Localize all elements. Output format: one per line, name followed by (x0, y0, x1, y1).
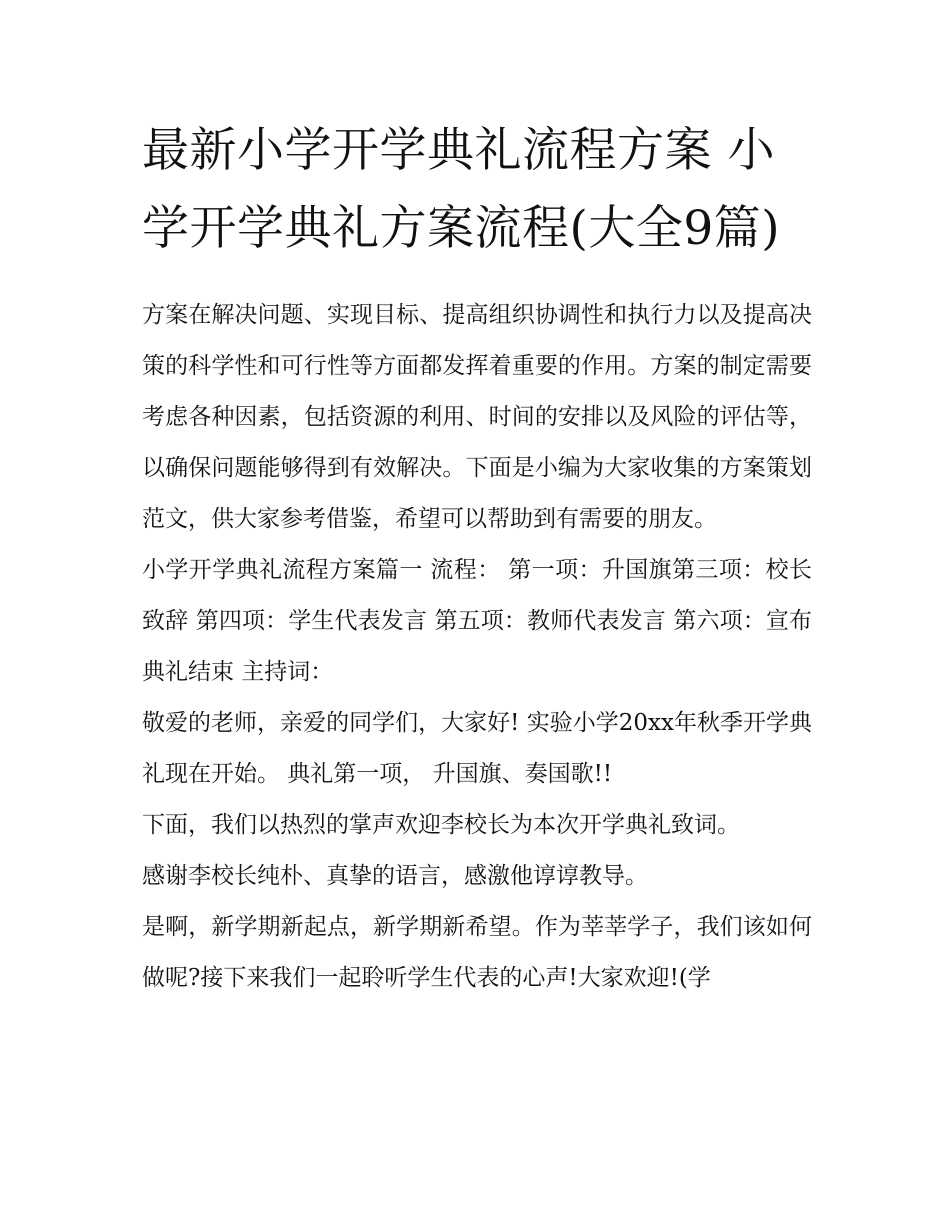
paragraph-student-speech: 是啊，新学期新起点，新学期新希望。作为莘莘学子，我们该如何做呢?接下来我们一起聆听学生代表的心声!大家欢迎!(学 (142, 914, 812, 991)
document-page (142, 112, 812, 1004)
paragraph-principal-welcome: 下面，我们以热烈的掌声欢迎李校长为本次开学典礼致词。 (142, 812, 740, 838)
paragraph-procedure: 小学开学典礼流程方案篇一 流程： 第一项：升国旗第三项：校长致辞 第四项：学生代表发言 第五项：教师代表发言 第六项：宣布典礼结束 主持词： (142, 557, 812, 685)
document-title: 最新小学开学典礼流程方案 小学开学典礼方案流程(大全9篇) (142, 123, 781, 256)
paragraph-opening: 敬爱的老师，亲爱的同学们，大家好! 实验小学20xx年秋季开学典礼现在开始。 典礼第一项， 升国旗、奏国歌!! (142, 710, 812, 787)
paragraph-intro: 方案在解决问题、实现目标、提高组织协调性和执行力以及提高决策的科学性和可行性等方面都发挥着重要的作用。方案的制定需要考虑各种因素，包括资源的利用、时间的安排以及风险的评估等，以确保问题能够得到有效解决。下面是小编为大家收集的方案策划范文，供大家参考借鉴，希望可以帮助到有需要的朋友。 (142, 302, 812, 532)
paragraph-thanks: 感谢李校长纯朴、真挚的语言，感激他谆谆教导。 (142, 863, 648, 889)
